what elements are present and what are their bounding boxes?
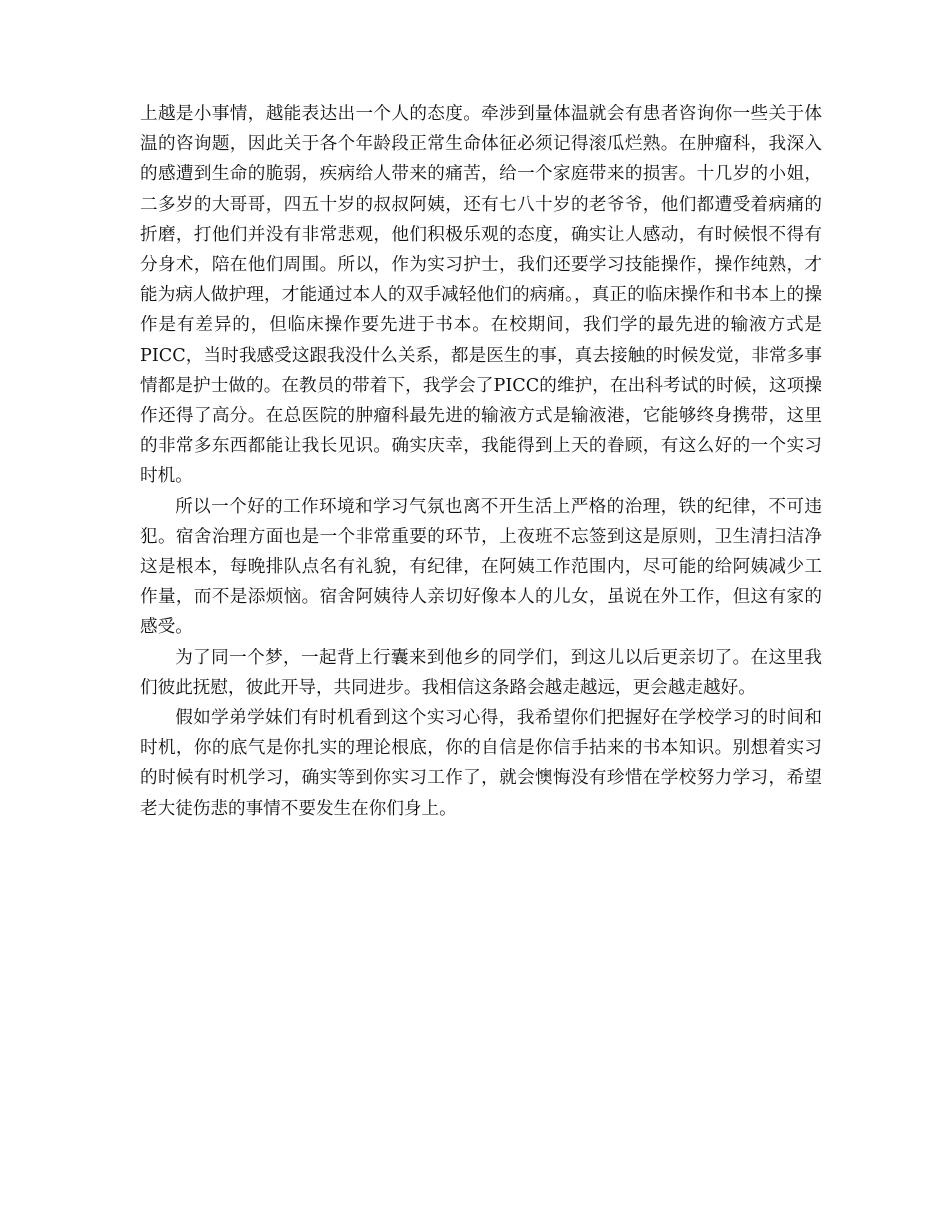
document-body	[140, 99, 822, 824]
paragraph-classmates: 为了同一个梦，一起背上行囊来到他乡的同学们，到这儿以后更亲切了。在这里我们彼此抚慰，彼此开导，共同进步。我相信这条路会越走越远，更会越走越好。	[140, 647, 822, 698]
paragraph-advice: 假如学弟学妹们有时机看到这个实习心得，我希望你们把握好在学校学习的时间和时机，你的底气是你扎实的理论根底，你的自信是你信手拈来的书本知识。别想着实习的时候有时机学习，确实等到你实习工作了，就会懊悔没有珍惜在学校努力学习，希望老大徒伤悲的事情不要发生在你们身上。	[140, 708, 822, 819]
paragraph-discipline: 所以一个好的工作环境和学习气氛也离不开生活上严格的治理，铁的纪律，不可违犯。宿舍治理方面也是一个非常重要的环节，上夜班不忘签到这是原则，卫生清扫洁净这是根本，每晚排队点名有礼貌，有纪律，在阿姨工作范围内，尽可能的给阿姨减少工作量，而不是添烦恼。宿舍阿姨待人亲切好像本人的儿女，虽说在外工作，但这有家的感受。	[140, 496, 822, 638]
paragraph-continued: 上越是小事情，越能表达出一个人的态度。牵涉到量体温就会有患者咨询你一些关于体温的咨询题，因此关于各个年龄段正常生命体征必须记得滚瓜烂熟。在肿瘤科，我深入的感遭到生命的脆弱，疾病给人带来的痛苦，给一个家庭带来的损害。十几岁的小姐，二多岁的大哥哥，四五十岁的叔叔阿姨，还有七八十岁的老爷爷，他们都遭受着病痛的折磨，打他们并没有非常悲观，他们积极乐观的态度，确实让人感动，有时候恨不得有分身术，陪在他们周围。所以，作为实习护士，我们还要学习技能操作，操作纯熟，才能为病人做护理，才能通过本人的双手减轻他们的病痛。，真正的临床操作和书本上的操作是有差异的，但临床操作要先进于书本。在校期间，我们学的最先进的输液方式是PICC，当时我感受这跟我没什么关系，都是医生的事，真去接触的时候发觉，非常多事情都是护士做的。在教员的带着下，我学会了PICC的维护，在出科考试的时候，这项操作还得了高分。在总医院的肿瘤科最先进的输液方式是输液港，它能够终身携带，这里的非常多东西都能让我长见识。确实庆幸，我能得到上天的眷顾，有这么好的一个实习时机。	[140, 104, 822, 487]
